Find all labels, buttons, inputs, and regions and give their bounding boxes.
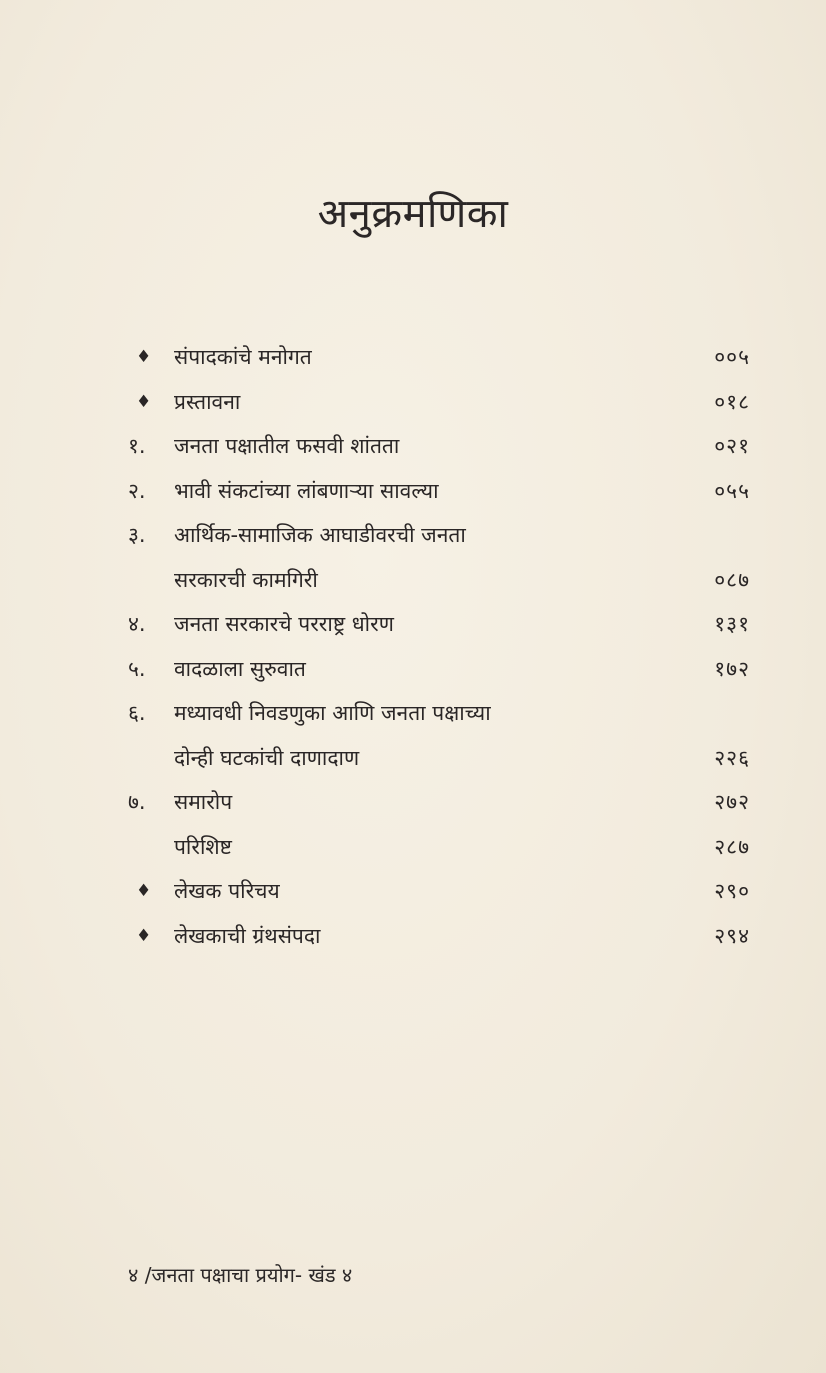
diamond-bullet-icon: ♦ bbox=[136, 347, 152, 367]
toc-entry bbox=[0, 825, 826, 869]
diamond-bullet-icon: ♦ bbox=[136, 391, 152, 412]
diamond-bullet-icon: ♦ bbox=[136, 881, 152, 901]
chapter-number: ५. bbox=[128, 656, 146, 681]
chapter-number: ७. bbox=[128, 790, 146, 814]
toc-entry bbox=[0, 469, 826, 513]
chapter-number: २. bbox=[128, 478, 146, 503]
toc-entry bbox=[0, 558, 826, 602]
toc-entry-page-number: ०५५ bbox=[714, 478, 750, 503]
diamond-bullet-icon: ♦ bbox=[136, 925, 152, 946]
toc-entry-page-number: १७२ bbox=[714, 656, 750, 681]
toc-entry-title: लेखक परिचय bbox=[174, 879, 280, 903]
chapter-number: ४. bbox=[128, 612, 146, 636]
toc-entry-title: जनता सरकारचे परराष्ट्र धोरण bbox=[174, 612, 394, 636]
toc-entry-page-number: ०८७ bbox=[714, 567, 750, 592]
toc-entry bbox=[0, 780, 826, 824]
toc-entry bbox=[0, 380, 826, 424]
toc-entry bbox=[0, 869, 826, 913]
toc-entry-page-number: २९४ bbox=[714, 923, 750, 948]
chapter-number: १. bbox=[128, 434, 146, 458]
toc-entry-page-number: २७२ bbox=[714, 790, 750, 814]
toc-entry bbox=[0, 513, 826, 557]
toc-entry bbox=[0, 914, 826, 958]
toc-entry-title: सरकारची कामगिरी bbox=[174, 567, 318, 592]
chapter-number: ६. bbox=[128, 701, 146, 725]
toc-entry-page-number: २८७ bbox=[714, 834, 750, 859]
toc-entry-page-number: ००५ bbox=[714, 345, 750, 369]
toc-entry-title: परिशिष्ट bbox=[174, 834, 232, 859]
toc-entry-title: दोन्ही घटकांची दाणादाण bbox=[174, 745, 360, 770]
page-footer: ४ /जनता पक्षाचा प्रयोग- खंड ४ bbox=[128, 1263, 353, 1287]
toc-entry bbox=[0, 647, 826, 691]
toc-entry-page-number: ०२१ bbox=[714, 434, 750, 458]
toc-entry-page-number: २९० bbox=[714, 879, 750, 903]
toc-entry-title: मध्यावधी निवडणुका आणि जनता पक्षाच्या bbox=[174, 701, 491, 725]
toc-entry-title: वादळाला सुरुवात bbox=[174, 656, 306, 681]
chapter-number: ३. bbox=[128, 523, 146, 547]
page-title: अनुक्रमणिका bbox=[317, 191, 509, 237]
toc-entry bbox=[0, 335, 826, 379]
toc-entry-title: आर्थिक-सामाजिक आघाडीवरची जनता bbox=[174, 523, 466, 547]
toc-entry-title: भावी संकटांच्या लांबणाऱ्या सावल्या bbox=[174, 478, 439, 503]
toc-entry bbox=[0, 424, 826, 468]
toc-entry-page-number: १३१ bbox=[714, 612, 750, 636]
toc-entry bbox=[0, 691, 826, 735]
toc-entry-title: समारोप bbox=[174, 790, 233, 814]
toc-entry-page-number: २२६ bbox=[714, 745, 750, 770]
toc-entry-title: जनता पक्षातील फसवी शांतता bbox=[174, 434, 400, 458]
toc-entry-title: संपादकांचे मनोगत bbox=[174, 345, 312, 369]
toc-entry bbox=[0, 736, 826, 780]
toc-entry-title: प्रस्तावना bbox=[174, 389, 241, 414]
toc-entry bbox=[0, 602, 826, 646]
toc-entry-page-number: ०१८ bbox=[714, 389, 750, 414]
toc-entry-title: लेखकाची ग्रंथसंपदा bbox=[174, 923, 321, 948]
